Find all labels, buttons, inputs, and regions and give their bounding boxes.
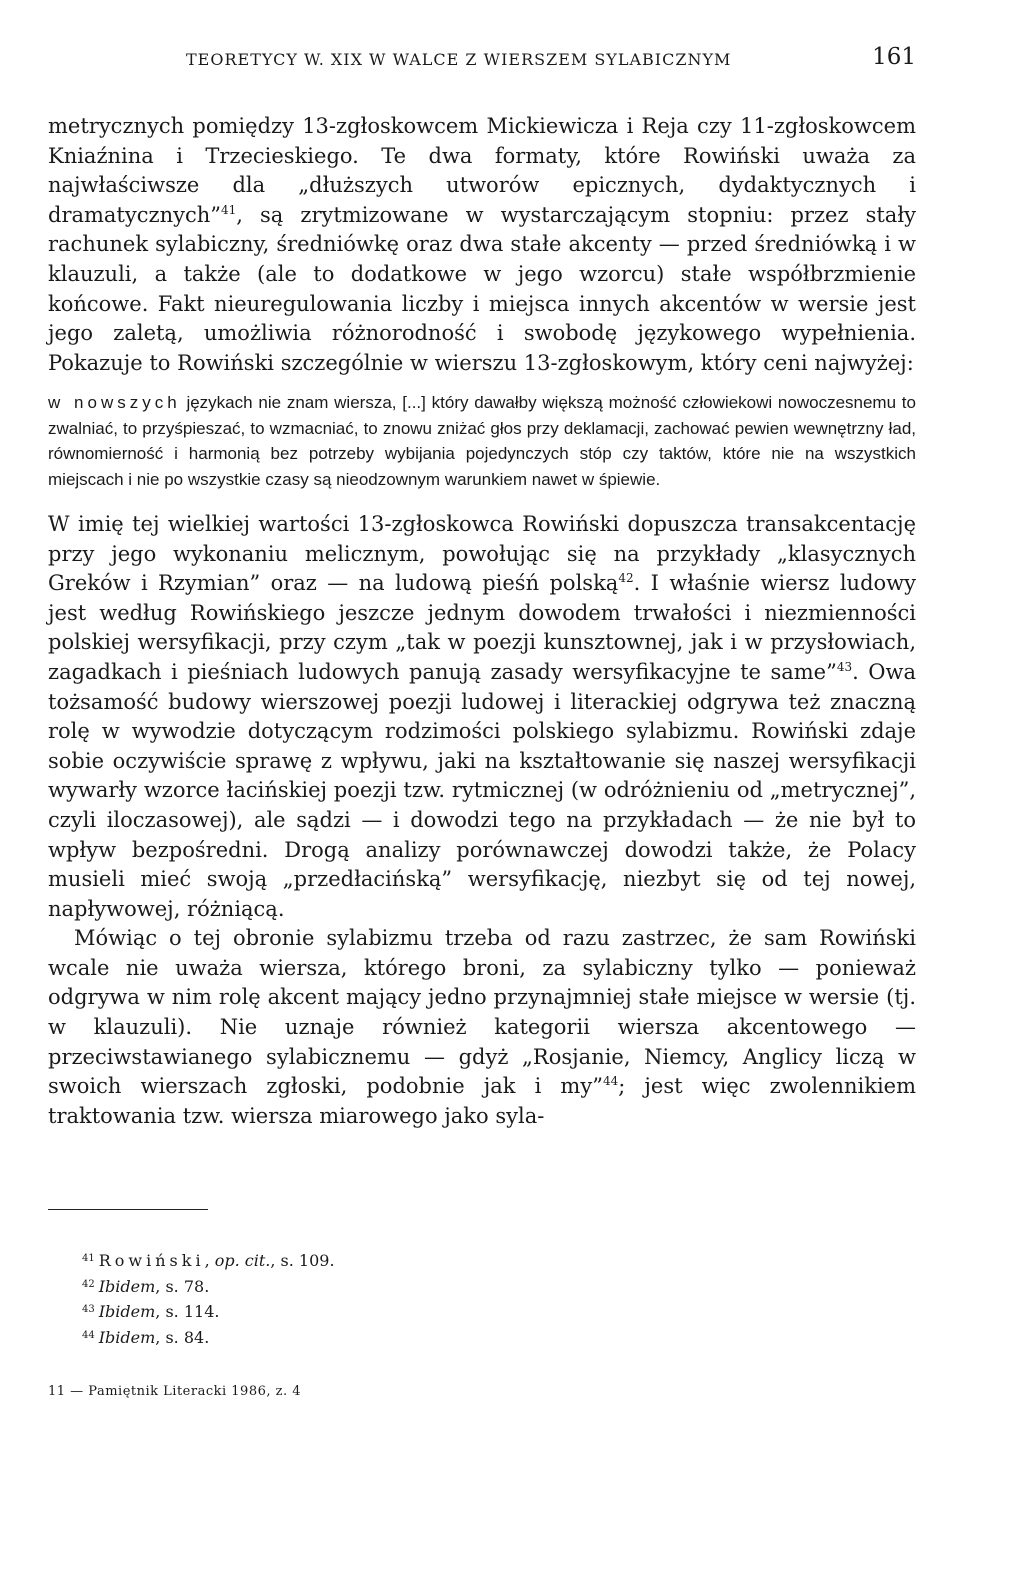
footnote-number: 43 (82, 1304, 95, 1316)
footnotes (82, 1248, 916, 1350)
block-quote (48, 390, 916, 492)
text-run: metrycznych pomiędzy 13-zgłoskowcem Mickiewicza i Reja czy 11-zgłoskowcem Kniaźnina i Trzecieskiego. Te dwa formaty, które Rowiński uważa za najwłaściwsze dla „dłuższych utworów epicznych, dydaktycznych i dramatycznych” (48, 114, 916, 227)
footnote: $^{41}$ Rowiński, op. cit., s. 109. (82, 1251, 335, 1271)
footnote (82, 1325, 916, 1351)
footnote-work: Ibidem (98, 1276, 156, 1296)
body-text (48, 112, 916, 1131)
running-title: TEORETYCY W. XIX W WALCE Z WIERSZEM SYLABICZNYM (186, 50, 732, 69)
footnote-ref[interactable]: 42 (618, 571, 634, 586)
text-run: , są zrytmizowane w wystarczającym stopniu: przez stały rachunek sylabiczny, średniówkę oraz dwa stałe akcenty — przed średniówką i w klauzuli, a także (ale to dodatkowe w jego wzorcu) stałe współbrzmienie końcowe. Fakt nieuregulowania liczby i miejsca innych akcentów w wersie jest jego zaletą, umożliwia różnorodność i swobodę językowego wypełnienia. Pokazuje to Rowiński szczególnie w wierszu 13-zgłoskowym, który ceni najwyżej: (48, 202, 916, 375)
spaced-emphasis: w nowszych (48, 393, 181, 413)
footnote-location: , s. 109. (270, 1251, 335, 1271)
footnote-work: Ibidem (98, 1302, 156, 1322)
footnote-number: 44 (82, 1329, 95, 1341)
text-run: ; jest więc zwolennikiem traktowania tzw. wiersza miarowego jako syla- (48, 1074, 917, 1128)
text-run: Mówiąc o tej obronie sylabizmu trzeba od razu zastrzec, że sam Rowiński wcale nie uważa wiersza, którego broni, za sylabiczny tylko — ponieważ odgrywa w nim rolę akcent mający jedno przynajmniej stałe miejsce w wersie (tj. w klauzuli). Nie uznaje również kategorii wiersza akcentowego — przeciwstawianego sylabicznemu — gdyż „Rosjanie, Niemcy, Anglicy liczą w swoich wierszach zgłoski, podobnie jak i my” (48, 926, 916, 1099)
footnote-divider (48, 1209, 208, 1210)
quote-text: językach nie znam wiersza, [...] który dawałby większą możność człowiekowi nowoczesnemu to zwalniać, to przyśpieszać, to wzmacniać, to znowu zniżać głos przy deklamacji, zachować pewien wewnętrzny ład, równomierność i harmonią bez potrzeby wybijania pojedynczych stóp czy taktów, które nie na wszystkich miejscach i nie po wszystkie czasy są nieodzownym warunkiem nawet w śpiewie. (48, 393, 916, 489)
footnote-location: , s. 114. (155, 1302, 220, 1322)
running-head (48, 40, 916, 80)
footnote-ref[interactable]: 43 (836, 659, 853, 674)
footnote-work: op. cit. (214, 1251, 271, 1271)
paragraph-3 (48, 924, 916, 1131)
paragraph-2 (48, 510, 916, 924)
text-run: . Owa tożsamość budowy wierszowej poezji ludowej i literackiej odgrywa też znaczną rolę w wywodzie dotyczącym rodzimości polskiego sylabizmu. Rowiński zdaje sobie oczywiście sprawę z wpływu, jaki na kształtowanie się naszej wersyfikacji wywarły wzorce łacińskiej poezji tzw. rytmicznej (w odróżnieniu od „metrycznej”, czyli iloczasowej), ale sądzi — i dowodzi tego na przykładach — że nie był to wpływ bezpośredni. Drogą analizy porównawczej dowodzi także, że Polacy musieli mieć swoją „przedłacińską” wersyfikację, niezbyt się od tej nowej, napływowej, różniącą. (48, 659, 916, 921)
text-run: W imię tej wielkiej wartości 13-zgłoskowca Rowiński dopuszcza transakcentację przy jego wykonaniu melicznym, powołując się na przykłady „klasycznych Greków i Rzymian” oraz — na ludową pieśń polską (48, 511, 916, 596)
footnote-work: Ibidem (98, 1327, 156, 1347)
footnote (82, 1299, 916, 1325)
page-number: 161 (872, 44, 916, 70)
footnote-number: 41 (82, 1253, 95, 1265)
footnote-author: Rowiński (98, 1251, 205, 1271)
paragraph-1 (48, 112, 916, 378)
text-run: . I właśnie wiersz ludowy jest według Rowińskiego jeszcze jednym dowodem trwałości i niezmienności polskiej wersyfikacji, przy czym „tak w poezji kunsztownej, jak i w przysłowiach, zagadkach i pieśniach ludowych panują zasady wersyfikacyjne te same” (48, 571, 917, 684)
footnote-number: 42 (82, 1278, 95, 1290)
footnote-location: , s. 84. (155, 1327, 210, 1347)
page (48, 40, 916, 1399)
footnote (82, 1274, 916, 1300)
footnote-ref[interactable]: 44 (602, 1074, 619, 1089)
printer-signature: 11 — Pamiętnik Literacki 1986, z. 4 (48, 1384, 302, 1400)
footnote-ref[interactable]: 41 (220, 202, 237, 217)
footnote-location: , s. 78. (155, 1276, 210, 1296)
